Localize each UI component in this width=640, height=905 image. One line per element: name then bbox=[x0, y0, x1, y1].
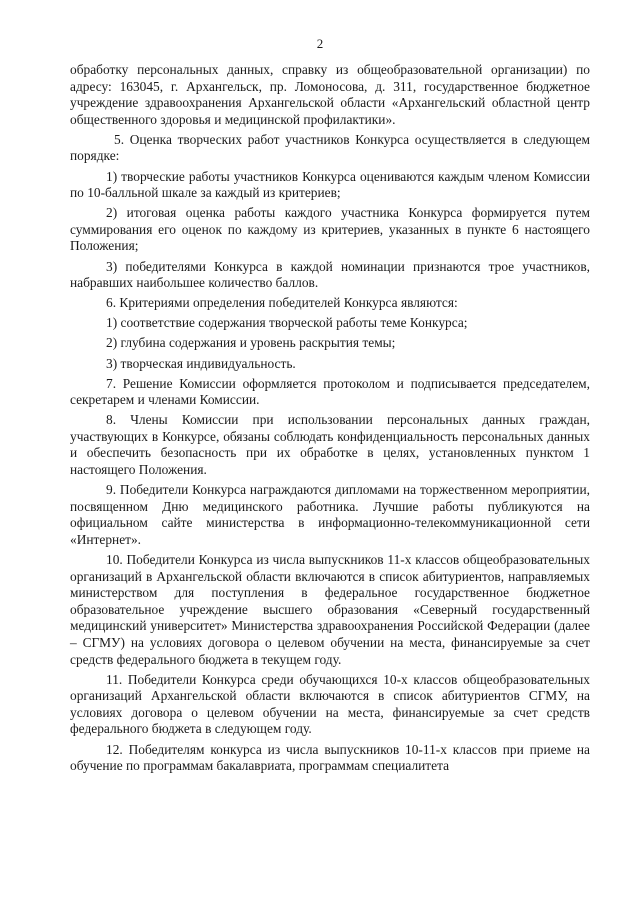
paragraph-5-3: 3) победителями Конкурса в каждой номинации признаются трое участников, набравших наибольшее количество баллов. bbox=[70, 258, 590, 291]
paragraph-6-3: 3) творческая индивидуальность. bbox=[106, 355, 296, 371]
paragraph-9: 9. Победители Конкурса награждаются дипломами на торжественном мероприятии, посвященном Дню медицинского работника. Лучшие работы публикуются на официальном сайте министерства в информационно-телекоммуникационной сети «Интернет». bbox=[70, 482, 590, 547]
page-number: 2 bbox=[316, 36, 324, 51]
paragraph-5-2: 2) итоговая оценка работы каждого участника Конкурса формируется путем суммирования его оценок по каждому из критериев, указанных в пункте 6 настоящего Положения; bbox=[70, 205, 590, 254]
paragraph-5: 5. Оценка творческих работ участников Конкурса осуществляется в следующем порядке: bbox=[70, 131, 590, 164]
paragraph-8: 8. Члены Комиссии при использовании персональных данных граждан, участвующих в Конкурсе, обязаны соблюдать конфиденциальность персональных данных и обеспечить безопасность при их обработке в целях, установленных пунктом 1 настоящего Положения. bbox=[70, 412, 590, 478]
paragraph-address: обработку персональных данных, справку из общеобразовательной организации) по адресу: 163045, г. Архангельск, пр. Ломоносова, д. 311, государственное бюджетное учреждение здравоохранения Архангельской области «Архангельский областной центр общественного здоровья и медицинской профилактики». bbox=[70, 62, 590, 127]
paragraph-6: 6. Критериями определения победителей Конкурса являются: bbox=[106, 295, 458, 311]
paragraph-5-1: 1) творческие работы участников Конкурса оцениваются каждым членом Комиссии по 10-балльной шкале за каждый из критериев; bbox=[70, 168, 590, 201]
paragraph-12: 12. Победителям конкурса из числа выпускников 10-11-х классов при приеме на обучение по программам бакалавриата, программам специалитета bbox=[70, 741, 590, 774]
paragraph-6-1: 1) соответствие содержания творческой работы теме Конкурса; bbox=[106, 315, 468, 331]
paragraph-7: 7. Решение Комиссии оформляется протоколом и подписывается председателем, секретарем и членами Комиссии. bbox=[70, 375, 590, 408]
paragraph-6-2: 2) глубина содержания и уровень раскрытия темы; bbox=[106, 335, 396, 351]
document-body bbox=[70, 62, 590, 778]
paragraph-10: 10. Победители Конкурса из числа выпускников 11-х классов общеобразовательных организаций в Архангельской области включаются в список абитуриентов, направляемых министерством для поступления в федеральное государственное бюджетное образовательное учреждение высшего образования «Северный государственный медицинский университет» Министерства здравоохранения Российской Федерации (далее – СГМУ) на условиях договора о целевом обучении на места, финансируемые за счет средств федерального бюджета в текущем году. bbox=[70, 552, 590, 667]
paragraph-11: 11. Победители Конкурса среди обучающихся 10-х классов общеобразовательных организаций Архангельской области включаются в список абитуриентов СГМУ, на условиях договора о целевом обучении на места, финансируемые за счет средств федерального бюджета в следующем году. bbox=[70, 671, 590, 737]
